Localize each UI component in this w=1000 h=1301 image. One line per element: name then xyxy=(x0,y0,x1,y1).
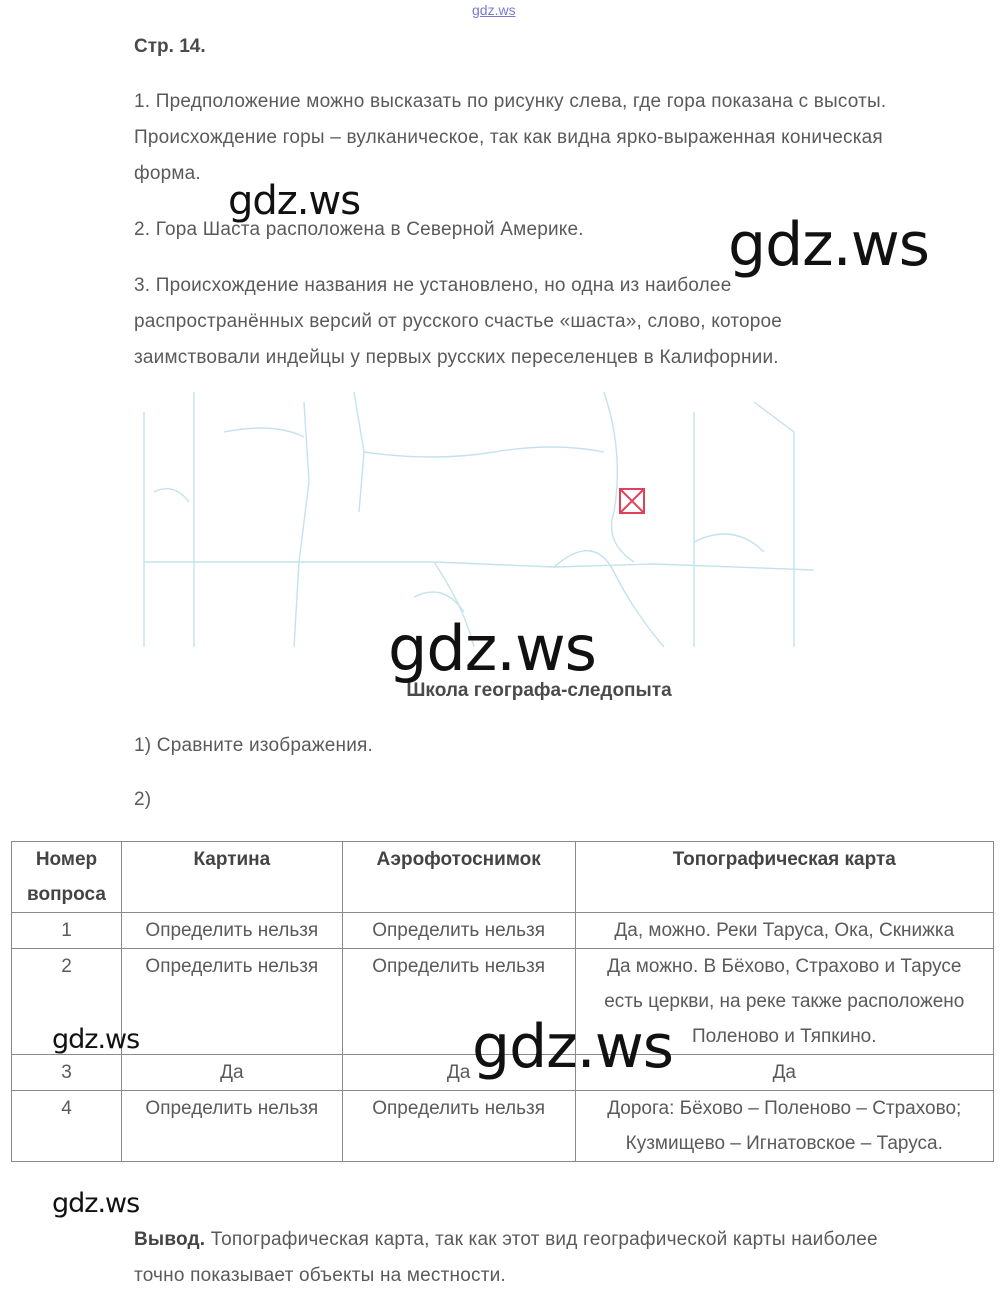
table-row xyxy=(12,913,994,949)
header-question-number xyxy=(12,842,122,913)
conclusion xyxy=(134,1222,878,1294)
header-picture: Картина xyxy=(121,842,342,913)
cell-map-line-2: есть церкви, на реке также расположено xyxy=(604,991,965,1012)
answer-3 xyxy=(134,268,782,376)
table-row xyxy=(12,1091,994,1162)
watermark: gdz.ws xyxy=(388,612,596,685)
cell-map-line-1: Дорога: Бёхово – Поленово – Страхово; xyxy=(607,1098,962,1119)
watermark: gdz.ws xyxy=(52,1188,140,1219)
answer-1-line-2: Происхождение горы – вулканическое, так как видна ярко-выраженная коническая xyxy=(134,127,883,148)
cell-aerial: Определить нельзя xyxy=(342,949,575,1055)
header-question-number-line-1: Номер xyxy=(35,849,98,870)
answer-1-line-1: 1. Предположение можно высказать по рисунку слева, где гора показана с высоты. xyxy=(134,91,887,112)
cell-aerial: Определить нельзя xyxy=(342,913,575,949)
cell-picture: Да xyxy=(121,1055,342,1091)
cell-map-line-1: Да можно. В Бёхово, Страхово и Тарусе xyxy=(607,956,962,977)
answer-3-line-1: 3. Происхождение названия не установлено, но одна из наиболее xyxy=(134,275,732,296)
answer-3-line-2: распространённых версий от русского счастье «шаста», слово, которое xyxy=(134,311,783,332)
header-question-number-line-2: вопроса xyxy=(27,884,106,905)
answer-3-line-3: заимствовали индейцы у первых русских переселенцев в Калифорнии. xyxy=(134,347,779,368)
header-topographic-map: Топографическая карта xyxy=(575,842,993,913)
watermark: gdz.ws xyxy=(52,1024,140,1055)
conclusion-line-2: точно показывает объекты на местности. xyxy=(134,1265,506,1286)
answer-1-line-3: форма. xyxy=(134,163,201,184)
section-title: Школа географа-следопыта xyxy=(406,680,672,701)
watermark: gdz.ws xyxy=(472,1012,674,1082)
cell-number: 3 xyxy=(12,1055,122,1091)
header-watermark: gdz.ws xyxy=(472,2,516,18)
cell-map-line-2: Кузмищево – Игнатовское – Таруса. xyxy=(625,1133,943,1154)
watermark: gdz.ws xyxy=(728,210,930,280)
comparison-table xyxy=(11,841,994,1162)
page-reference: Стр. 14. xyxy=(134,36,206,57)
task-2: 2) xyxy=(134,789,152,810)
cell-map-line-3: Поленово и Тяпкино. xyxy=(692,1026,877,1047)
cell-number: 2 xyxy=(12,949,122,1055)
conclusion-text: Топографическая карта, так как этот вид географической карты наиболее xyxy=(210,1229,878,1250)
cell-map xyxy=(575,1091,993,1162)
location-marker xyxy=(620,489,644,513)
table-header-row xyxy=(12,842,994,913)
map-lines xyxy=(144,392,814,647)
cell-map: Да, можно. Реки Таруса, Ока, Скнижка xyxy=(575,913,993,949)
cell-aerial: Определить нельзя xyxy=(342,1091,575,1162)
cell-picture: Определить нельзя xyxy=(121,949,342,1055)
conclusion-label: Вывод. xyxy=(134,1229,206,1250)
cell-map: Да xyxy=(575,1055,993,1091)
answer-1 xyxy=(134,84,886,192)
cell-picture: Определить нельзя xyxy=(121,1091,342,1162)
cell-number: 1 xyxy=(12,913,122,949)
cell-number: 4 xyxy=(12,1091,122,1162)
cell-picture: Определить нельзя xyxy=(121,913,342,949)
answer-2: 2. Гора Шаста расположена в Северной Америке. xyxy=(134,219,584,240)
conclusion-line-1 xyxy=(134,1222,878,1258)
task-1: 1) Сравните изображения. xyxy=(134,735,374,756)
watermark: gdz.ws xyxy=(228,178,361,224)
cell-aerial: Да xyxy=(342,1055,575,1091)
header-aerial-photo: Аэрофотоснимок xyxy=(342,842,575,913)
